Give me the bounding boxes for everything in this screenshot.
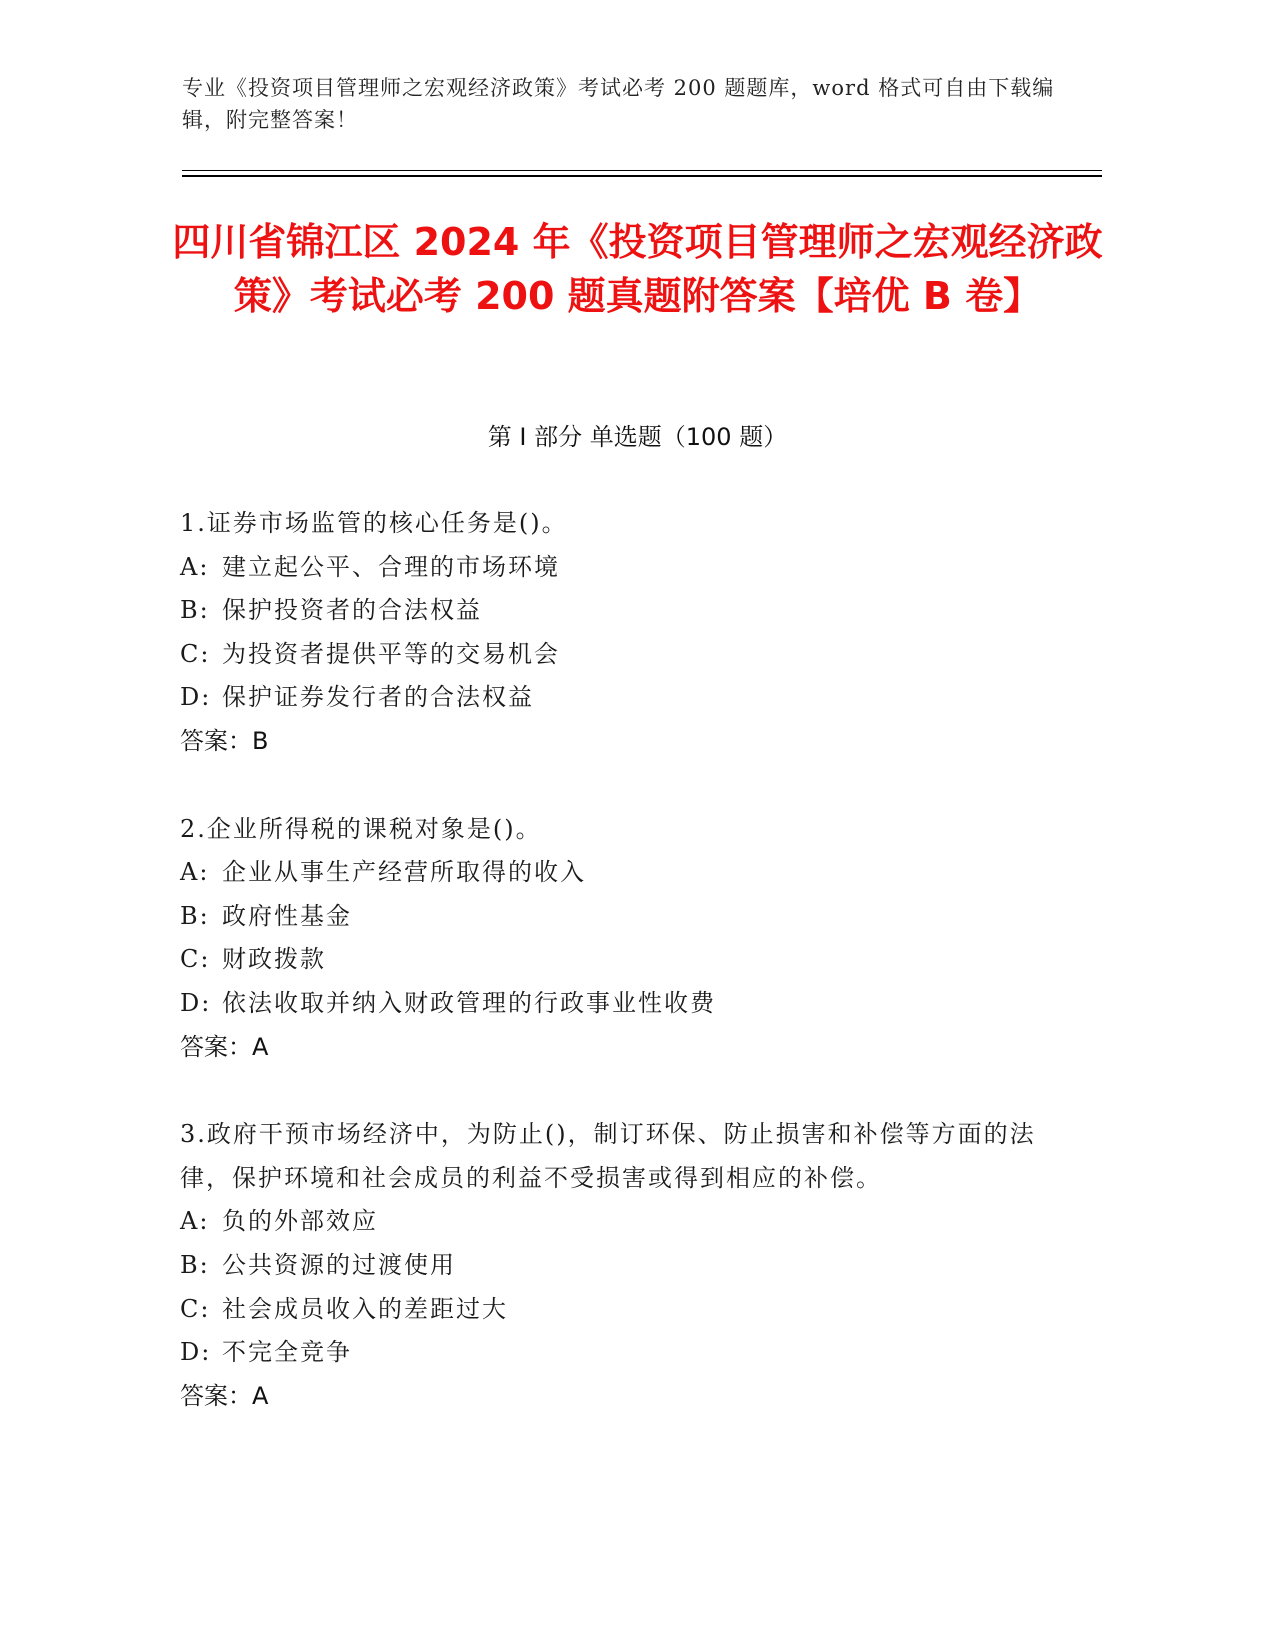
question-stem: 1.证券市场监管的核心任务是()。 xyxy=(180,509,568,537)
option-text: 保护投资者的合法权益 xyxy=(222,596,482,625)
option-letter: B: xyxy=(180,1250,210,1279)
answer-line: 答案：B xyxy=(180,726,269,755)
option-letter: D: xyxy=(180,1338,212,1367)
option-letter: C: xyxy=(180,945,211,974)
option-text: 公共资源的过渡使用 xyxy=(222,1250,456,1279)
document-title: 四川省锦江区 2024 年《投资项目管理师之宏观经济政策》考试必考 200 题真题附答案【培优 B 卷】 xyxy=(172,220,1103,318)
option-b xyxy=(180,589,1040,633)
answer-line: 答案：A xyxy=(180,1381,269,1410)
option-letter: C: xyxy=(180,639,211,668)
option-letter: B: xyxy=(180,901,210,930)
option-text: 建立起公平、合理的市场环境 xyxy=(222,552,560,581)
option-text: 财政拨款 xyxy=(222,945,326,974)
option-b xyxy=(180,1244,1040,1288)
option-text: 不完全竞争 xyxy=(222,1338,352,1367)
section-heading: 第 I 部分 单选题（100 题） xyxy=(487,423,788,451)
question-list xyxy=(180,502,1040,1462)
option-b xyxy=(180,895,1040,939)
option-text: 为投资者提供平等的交易机会 xyxy=(222,639,560,668)
option-c xyxy=(180,1288,1040,1332)
option-letter: A: xyxy=(180,1207,210,1236)
question-stem: 3.政府干预市场经济中，为防止()，制订环保、防止损害和补偿等方面的法律，保护环境和社会成员的利益不受损害或得到相应的补偿。 xyxy=(180,1120,1036,1192)
question-stem: 2.企业所得税的课税对象是()。 xyxy=(180,814,542,843)
option-a xyxy=(180,851,1040,895)
header-divider-thick xyxy=(182,175,1102,177)
question-3 xyxy=(180,1113,1040,1418)
option-letter: D: xyxy=(180,988,212,1017)
option-c xyxy=(180,633,1040,677)
option-a xyxy=(180,1200,1040,1244)
header-divider-thin xyxy=(182,170,1102,171)
option-d xyxy=(180,676,1040,720)
question-1 xyxy=(180,502,1040,764)
option-text: 政府性基金 xyxy=(222,901,352,930)
option-text: 负的外部效应 xyxy=(222,1207,378,1236)
option-letter: A: xyxy=(180,858,210,887)
option-a xyxy=(180,546,1040,590)
option-letter: A: xyxy=(180,552,210,581)
question-2 xyxy=(180,808,1040,1070)
answer-line: 答案：A xyxy=(180,1032,269,1061)
option-letter: B: xyxy=(180,596,210,625)
option-d xyxy=(180,1331,1040,1375)
option-letter: C: xyxy=(180,1294,211,1323)
option-letter: D: xyxy=(180,683,212,712)
option-d xyxy=(180,982,1040,1026)
option-text: 企业从事生产经营所取得的收入 xyxy=(222,858,586,887)
option-text: 社会成员收入的差距过大 xyxy=(222,1294,508,1323)
option-c xyxy=(180,938,1040,982)
option-text: 保护证券发行者的合法权益 xyxy=(222,683,534,712)
header-note: 专业《投资项目管理师之宏观经济政策》考试必考 200 题题库，word 格式可自由下载编辑，附完整答案！ xyxy=(182,76,1055,132)
option-text: 依法收取并纳入财政管理的行政事业性收费 xyxy=(222,988,716,1017)
